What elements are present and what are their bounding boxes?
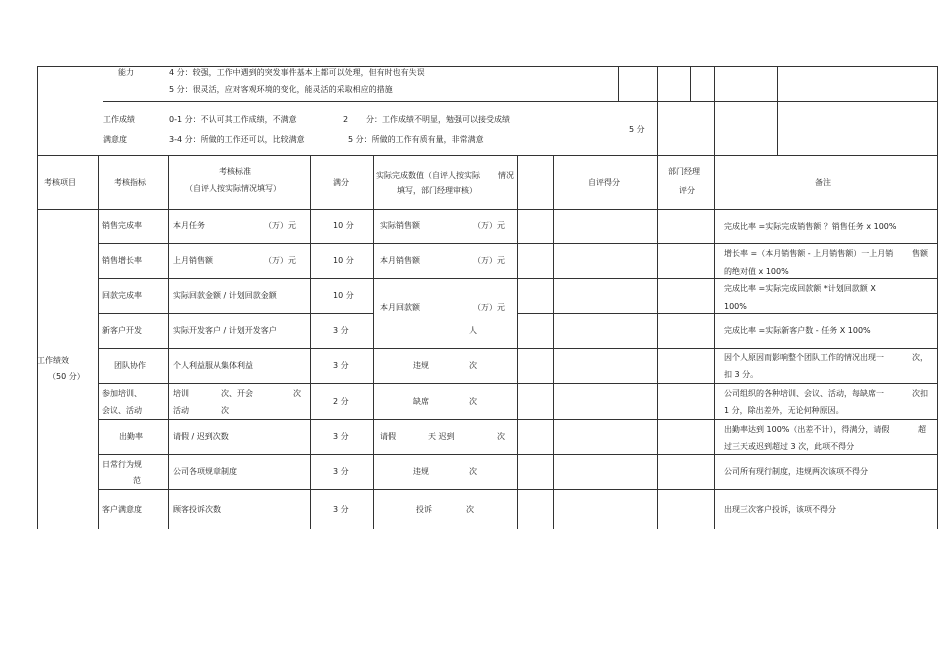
ability-line1: 4 分：较强，工作中遇到的突发事件基本上都可以处理，但有时也有失误 bbox=[169, 68, 425, 77]
group-name: 工作绩效 bbox=[37, 356, 69, 365]
ability-line2: 5 分：很灵活，应对客观环境的变化，能灵活的采取相应的措施 bbox=[169, 85, 393, 94]
row9-act-a: 投诉 bbox=[416, 505, 432, 514]
rule-row7 bbox=[98, 454, 938, 455]
row4-act-a: 人 bbox=[469, 326, 477, 335]
row6-std-e: 次 bbox=[221, 406, 229, 415]
row6-full: 2 分 bbox=[333, 397, 349, 406]
satisfaction-label2: 满意度 bbox=[103, 135, 127, 144]
row6-std-a: 培训 bbox=[173, 389, 189, 398]
row2-full: 10 分 bbox=[333, 256, 354, 265]
rule-header-bottom bbox=[37, 209, 938, 210]
row7-full: 3 分 bbox=[333, 432, 349, 441]
row2-note2: 的绝对值 x 100% bbox=[724, 267, 789, 276]
row3-full: 10 分 bbox=[333, 291, 354, 300]
rule-col-top-c bbox=[690, 66, 691, 101]
satisfaction-line1b: 2 bbox=[343, 115, 349, 124]
row8-full: 3 分 bbox=[333, 467, 349, 476]
row6-indicator2: 会议、活动 bbox=[102, 406, 142, 415]
row6-std-d: 活动 bbox=[173, 406, 189, 415]
rule-col-top-d bbox=[777, 66, 778, 155]
rule-header-top bbox=[37, 155, 938, 156]
row6-note1b: 次扣 bbox=[912, 389, 928, 398]
row1-act-a: 实际销售额 bbox=[380, 221, 420, 230]
rule-col-blank1 bbox=[517, 155, 518, 529]
row1-act-b: （万）元 bbox=[473, 221, 505, 230]
row6-act-a: 缺席 bbox=[413, 397, 429, 406]
rule-row4 bbox=[98, 348, 938, 349]
row5-act-a: 违规 bbox=[413, 361, 429, 370]
rule-col-actual bbox=[373, 155, 374, 529]
row6-act-b: 次 bbox=[469, 397, 477, 406]
row9-std-a: 顾客投诉次数 bbox=[173, 505, 221, 514]
row5-act-b: 次 bbox=[469, 361, 477, 370]
row6-std-c: 次 bbox=[293, 389, 301, 398]
row9-act-b: 次 bbox=[466, 505, 474, 514]
row2-note1: 增长率 =（本月销售额 - 上月销售额）一上月销 bbox=[724, 249, 894, 258]
row3-note2: 100% bbox=[724, 302, 747, 311]
satisfaction-line2a: 3-4 分：所做的工作还可以，比较满意 bbox=[169, 135, 305, 144]
header-mgr2: 评分 bbox=[679, 186, 695, 195]
row7-std-a: 请假 / 迟到次数 bbox=[173, 432, 229, 441]
header-actual2: 填写，部门经理审核） bbox=[397, 186, 477, 195]
row1-indicator: 销售完成率 bbox=[102, 221, 142, 230]
rule-row1 bbox=[98, 243, 938, 244]
satisfaction-label1: 工作成绩 bbox=[103, 115, 135, 124]
row1-note1: 完成比率 =实际完成销售额 ？销售任务 x 100% bbox=[724, 222, 897, 231]
header-actual1b: 情况 bbox=[498, 171, 514, 180]
rule-col-mgr bbox=[657, 155, 658, 529]
row8-indicator: 日常行为规 bbox=[102, 460, 142, 469]
satisfaction-line1c: 分：工作成绩不明显，勉强可以接受成绩 bbox=[366, 115, 510, 124]
row9-note1: 出现三次客户投诉，该项不得分 bbox=[724, 505, 836, 514]
rule-ability-bottom bbox=[103, 101, 938, 102]
row6-std-b: 次、开会 bbox=[221, 389, 253, 398]
rule-left bbox=[37, 66, 38, 529]
header-indicator: 考核指标 bbox=[114, 178, 146, 187]
rule-top bbox=[37, 66, 938, 67]
header-mgr1: 部门经理 bbox=[668, 167, 700, 176]
rule-row3b bbox=[517, 313, 938, 314]
header-note: 备注 bbox=[815, 178, 831, 187]
row5-indicator: 团队协作 bbox=[114, 361, 146, 370]
row9-indicator: 客户满意度 bbox=[102, 505, 142, 514]
row2-act-b: （万）元 bbox=[473, 256, 505, 265]
rule-col-standard bbox=[168, 155, 169, 529]
header-self: 自评得分 bbox=[588, 178, 620, 187]
row3-indicator: 回款完成率 bbox=[102, 291, 142, 300]
row4-full: 3 分 bbox=[333, 326, 349, 335]
row4-note1: 完成比率 =实际新客户数 - 任务 X 100% bbox=[724, 326, 871, 335]
row1-full: 10 分 bbox=[333, 221, 354, 230]
header-standard2: （自评人按实际情况填写） bbox=[185, 184, 281, 193]
row5-std-a: 个人利益服从集体利益 bbox=[173, 361, 253, 370]
row7-act-c: 次 bbox=[497, 432, 505, 441]
header-standard1: 考核标准 bbox=[219, 167, 251, 176]
row6-note2: 1 分，除出差外，无论何种原因。 bbox=[724, 406, 844, 415]
rule-col-self bbox=[553, 155, 554, 529]
row7-note2: 过三天或迟到超过 3 次，此项不得分 bbox=[724, 442, 855, 451]
row3-note1: 完成比率 =实际完成回款额 *计划回款额 X bbox=[724, 284, 876, 293]
row5-note1: 因个人原因而影响整个团队工作的情况出现一 bbox=[724, 353, 884, 362]
row7-note1: 出勤率达到 100%（出差不计），得满分，请假 bbox=[724, 425, 890, 434]
row7-note1b: 超 bbox=[918, 425, 926, 434]
row7-act-b: 天 迟到 bbox=[428, 432, 455, 441]
row8-note1: 公司所有现行制度，违规两次该项不得分 bbox=[724, 467, 868, 476]
rule-row2 bbox=[98, 278, 938, 279]
row4-std-a: 实际开发客户 / 计划开发客户 bbox=[173, 326, 277, 335]
row4-indicator: 新客户开发 bbox=[102, 326, 142, 335]
row1-std-b: （万）元 bbox=[264, 221, 296, 230]
satisfaction-score: 5 分 bbox=[629, 125, 645, 134]
rule-row5 bbox=[98, 383, 938, 384]
rule-col-note bbox=[714, 66, 715, 529]
row6-indicator: 参加培训、 bbox=[102, 389, 142, 398]
row5-note2: 扣 3 分。 bbox=[724, 370, 759, 379]
group-score: （50 分） bbox=[48, 372, 85, 381]
ability-label: 能力 bbox=[118, 68, 134, 77]
row2-std-b: （万）元 bbox=[264, 256, 296, 265]
row8-act-b: 次 bbox=[469, 467, 477, 476]
rule-col-top-a bbox=[618, 66, 619, 101]
row3-act-b: （万）元 bbox=[473, 303, 505, 312]
row7-indicator: 出勤率 bbox=[119, 432, 143, 441]
row8-act-a: 违规 bbox=[413, 467, 429, 476]
row7-act-a: 请假 bbox=[380, 432, 396, 441]
satisfaction-line1a: 0-1 分：不认可其工作成绩，不满意 bbox=[169, 115, 297, 124]
row2-indicator: 销售增长率 bbox=[102, 256, 142, 265]
rule-row3a bbox=[98, 313, 373, 314]
rule-right bbox=[937, 66, 938, 529]
row5-full: 3 分 bbox=[333, 361, 349, 370]
row2-note1b: 售额 bbox=[912, 249, 928, 258]
satisfaction-line2b: 5 分：所做的工作有质有量，非常满意 bbox=[348, 135, 484, 144]
row8-std-a: 公司各项规章制度 bbox=[173, 467, 237, 476]
header-full: 满分 bbox=[333, 178, 349, 187]
rule-row6 bbox=[98, 419, 938, 420]
row9-full: 3 分 bbox=[333, 505, 349, 514]
header-actual1a: 实际完成数值（自评人按实际 bbox=[376, 171, 480, 180]
row1-std-a: 本月任务 bbox=[173, 221, 205, 230]
row2-act-a: 本月销售额 bbox=[380, 256, 420, 265]
header-item: 考核项目 bbox=[44, 178, 76, 187]
rule-col-indicator bbox=[98, 155, 99, 529]
row6-note1: 公司组织的各种培训、会议、活动，每缺席一 bbox=[724, 389, 884, 398]
rule-row8 bbox=[98, 489, 938, 490]
row8-indicator2: 范 bbox=[133, 476, 141, 485]
rule-col-top-b bbox=[657, 66, 658, 155]
rule-col-full bbox=[310, 155, 311, 529]
row3-act-a: 本月回款额 bbox=[380, 303, 420, 312]
row2-std-a: 上月销售额 bbox=[173, 256, 213, 265]
row5-note1b: 次， bbox=[912, 353, 928, 362]
row3-std-a: 实际回款金额 / 计划回款金额 bbox=[173, 291, 277, 300]
